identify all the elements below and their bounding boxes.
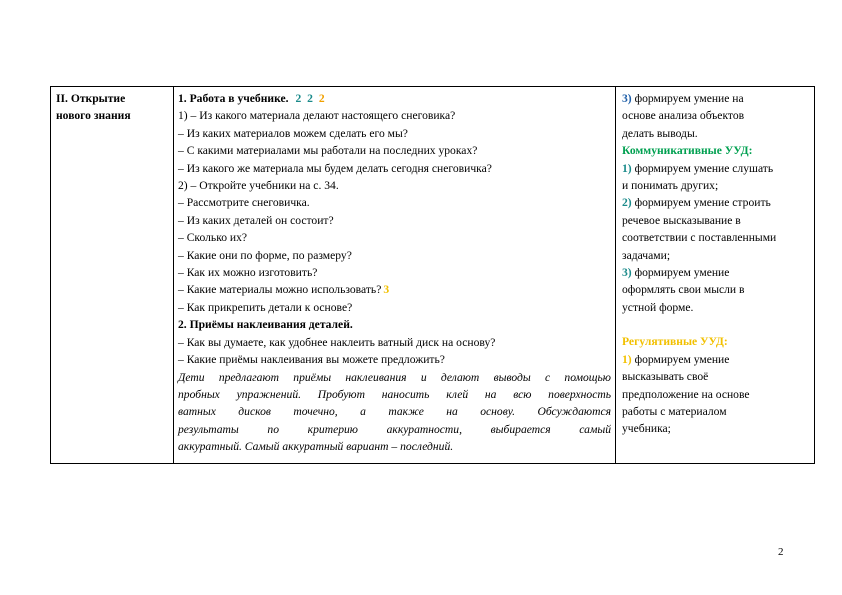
question-line: – Из какого же материала мы будем делать сегодня снеговичка? (178, 161, 492, 175)
mark-3: 2 (318, 92, 325, 105)
skill-line (622, 351, 810, 368)
question-line: – Как прикрепить детали к основе? (178, 300, 353, 314)
question-line: – Какие приёмы наклеивания вы можете предложить? (178, 353, 445, 367)
skill-line: устной форме. (622, 300, 694, 314)
question-line: – С какими материалами мы работали на последних уроках? (178, 144, 478, 158)
skill-line: речевое высказывание в (622, 213, 741, 227)
item-number: 1) (622, 161, 632, 175)
mark-1: 2 (295, 92, 302, 105)
activity-heading: 1. Работа в учебнике. (178, 92, 289, 105)
skill-line: и понимать других; (622, 179, 719, 193)
mark-2: 2 (307, 92, 313, 105)
skill-text: формируем умение строить (631, 196, 771, 210)
skill-line: делать выводы. (622, 126, 698, 140)
item-number: 1) (622, 352, 632, 366)
question-line (178, 281, 611, 298)
stage-title-line1: II. Открытие (56, 92, 126, 105)
question-line: – Из каких материалов можем сделать его мы? (178, 126, 408, 140)
skill-line: основе анализа объектов (622, 109, 745, 123)
description-line: результаты по критерию аккуратности, выбирается самый (178, 422, 611, 436)
section-heading: 2. Приёмы наклеивания деталей. (178, 318, 353, 332)
description-line: Дети предлагают приёмы наклеивания и делают выводы с помощью (178, 370, 611, 384)
skill-line (622, 194, 810, 211)
description-line: пробных упражнений. Пробуют наносить клей на всю поверхность (178, 387, 611, 401)
question-line: – Как их можно изготовить? (178, 266, 318, 280)
item-number: 2) (622, 196, 632, 210)
skill-text: формируем умение (631, 266, 730, 280)
communicative-heading: Коммуникативные УУД: (622, 144, 753, 158)
skill-text: формируем умение (631, 352, 730, 366)
page-number: 2 (778, 546, 784, 558)
activity-cell (178, 90, 611, 456)
activity-description (178, 369, 611, 456)
skill-line: соответствии с поставленными (622, 231, 777, 245)
question-line: – Как вы думаете, как удобнее наклеить ватный диск на основу? (178, 335, 496, 349)
column-divider (615, 87, 616, 463)
description-line: ватных дисков точечно, а также на основу. Обсуждаются (178, 405, 611, 419)
lesson-table (50, 86, 815, 464)
skills-cell (622, 90, 810, 438)
skill-line: работы с материалом (622, 404, 727, 418)
materials-mark: 3 (383, 283, 390, 297)
skill-text: формируем умение на (631, 92, 744, 105)
item-number: 3) (622, 92, 632, 105)
question-line: – Из каких деталей он состоит? (178, 213, 334, 227)
column-divider (173, 87, 174, 463)
question-line: 2) – Откройте учебники на с. 34. (178, 179, 339, 193)
question-line: – Сколько их? (178, 231, 248, 245)
skill-line (622, 90, 810, 107)
question-line: 1) – Из какого материала делают настоящего снеговика? (178, 109, 456, 123)
stage-title-line2: нового знания (56, 109, 131, 122)
question-line: – Какие они по форме, по размеру? (178, 248, 352, 262)
item-number: 3) (622, 266, 632, 280)
question-line: – Рассмотрите снеговичка. (178, 196, 310, 210)
skill-line (622, 160, 810, 177)
skill-line: предположение на основе (622, 387, 750, 401)
regulatory-heading: Регулятивные УУД: (622, 335, 728, 349)
spacer (622, 316, 810, 333)
skill-line (622, 264, 810, 281)
stage-cell (56, 90, 170, 124)
skill-line: оформлять свои мысли в (622, 283, 745, 297)
skill-line: задачами; (622, 248, 671, 262)
activity-heading-line (178, 90, 611, 107)
description-line: аккуратный. Самый аккуратный вариант – последний. (178, 440, 454, 454)
skill-line: учебника; (622, 422, 671, 436)
skill-text: формируем умение слушать (631, 161, 774, 175)
skill-line: высказывать своё (622, 370, 709, 384)
materials-question: – Какие материалы можно использовать? (178, 283, 382, 297)
